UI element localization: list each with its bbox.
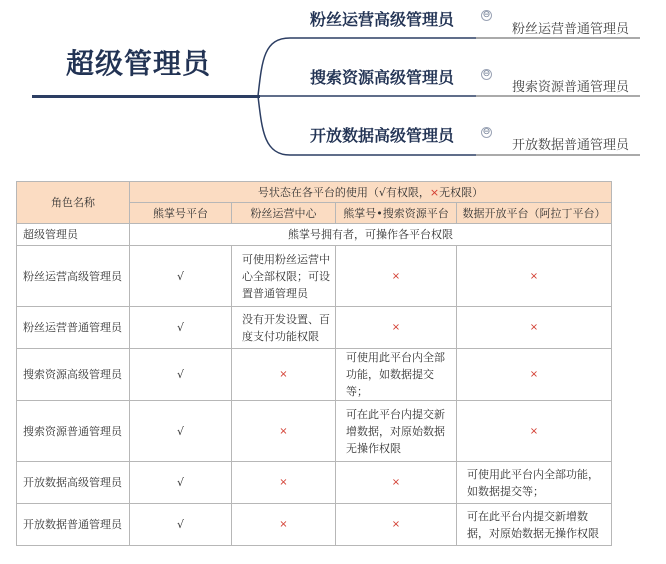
cross-cell: × xyxy=(457,307,612,349)
branch-title-opendata-senior: 开放数据高级管理员 xyxy=(310,126,455,145)
permission-desc: 可在此平台内提交新增数据，对原始数据无操作权限 xyxy=(336,401,457,462)
leaf-title-opendata-normal: 开放数据普通管理员 xyxy=(512,138,630,153)
collapse-icon[interactable]: ⊖ xyxy=(482,127,491,137)
cross-cell: × xyxy=(232,504,336,546)
permission-table xyxy=(16,181,612,546)
branch-title-search-senior: 搜索资源高级管理员 xyxy=(310,68,455,87)
table-row xyxy=(17,504,612,546)
cross-cell: × xyxy=(457,246,612,307)
check-cell: √ xyxy=(130,246,232,307)
check-cell: √ xyxy=(130,401,232,462)
role-cell: 超级管理员 xyxy=(17,224,130,246)
column-header: 熊掌号平台 xyxy=(130,203,232,224)
role-cell: 开放数据高级管理员 xyxy=(17,462,130,504)
table-row xyxy=(17,401,612,462)
cross-cell: × xyxy=(457,401,612,462)
role-cell: 搜索资源普通管理员 xyxy=(17,401,130,462)
table-row xyxy=(17,462,612,504)
check-cell: √ xyxy=(130,307,232,349)
leaf-title-search-normal: 搜索资源普通管理员 xyxy=(512,80,630,95)
check-cell: √ xyxy=(130,349,232,401)
table-row xyxy=(17,224,612,246)
table-row xyxy=(17,349,612,401)
column-header: 粉丝运营中心 xyxy=(232,203,336,224)
role-cell: 粉丝运营普通管理员 xyxy=(17,307,130,349)
check-cell: √ xyxy=(130,504,232,546)
permission-desc: 可使用此平台内全部功能，如数据提交等； xyxy=(457,462,612,504)
root-node-title: 超级管理员 xyxy=(66,47,212,80)
permission-desc: 没有开发设置、百度支付功能权限 xyxy=(232,307,336,349)
role-name-header: 角色名称 xyxy=(17,182,130,224)
branch-title-fans-senior: 粉丝运营高级管理员 xyxy=(310,10,455,29)
cross-cell: × xyxy=(457,349,612,401)
collapse-icon[interactable]: ⊖ xyxy=(482,10,491,20)
permission-desc: 可在此平台内提交新增数据，对原始数据无操作权限 xyxy=(457,504,612,546)
cross-cell: × xyxy=(336,307,457,349)
column-header: 熊掌号•搜索资源平台 xyxy=(336,203,457,224)
table-row xyxy=(17,307,612,349)
role-cell: 搜索资源高级管理员 xyxy=(17,349,130,401)
cross-cell: × xyxy=(232,462,336,504)
role-cell: 粉丝运营高级管理员 xyxy=(17,246,130,307)
leaf-title-fans-normal: 粉丝运营普通管理员 xyxy=(512,22,630,37)
platform-group-header: 号状态在各平台的使用（√有权限，×无权限） xyxy=(130,182,612,203)
role-cell: 开放数据普通管理员 xyxy=(17,504,130,546)
cross-cell: × xyxy=(336,462,457,504)
cross-cell: × xyxy=(232,401,336,462)
permission-desc: 可使用此平台内全部功能，如数据提交等； xyxy=(336,349,457,401)
cross-cell: × xyxy=(336,246,457,307)
super-admin-permission: 熊掌号拥有者，可操作各平台权限 xyxy=(130,224,612,246)
check-cell: √ xyxy=(130,462,232,504)
table-row xyxy=(17,246,612,307)
collapse-icon[interactable]: ⊖ xyxy=(482,69,491,79)
column-header: 数据开放平台（阿拉丁平台） xyxy=(457,203,612,224)
permission-desc: 可使用粉丝运营中心全部权限；可设置普通管理员 xyxy=(232,246,336,307)
cross-cell: × xyxy=(232,349,336,401)
cross-cell: × xyxy=(336,504,457,546)
